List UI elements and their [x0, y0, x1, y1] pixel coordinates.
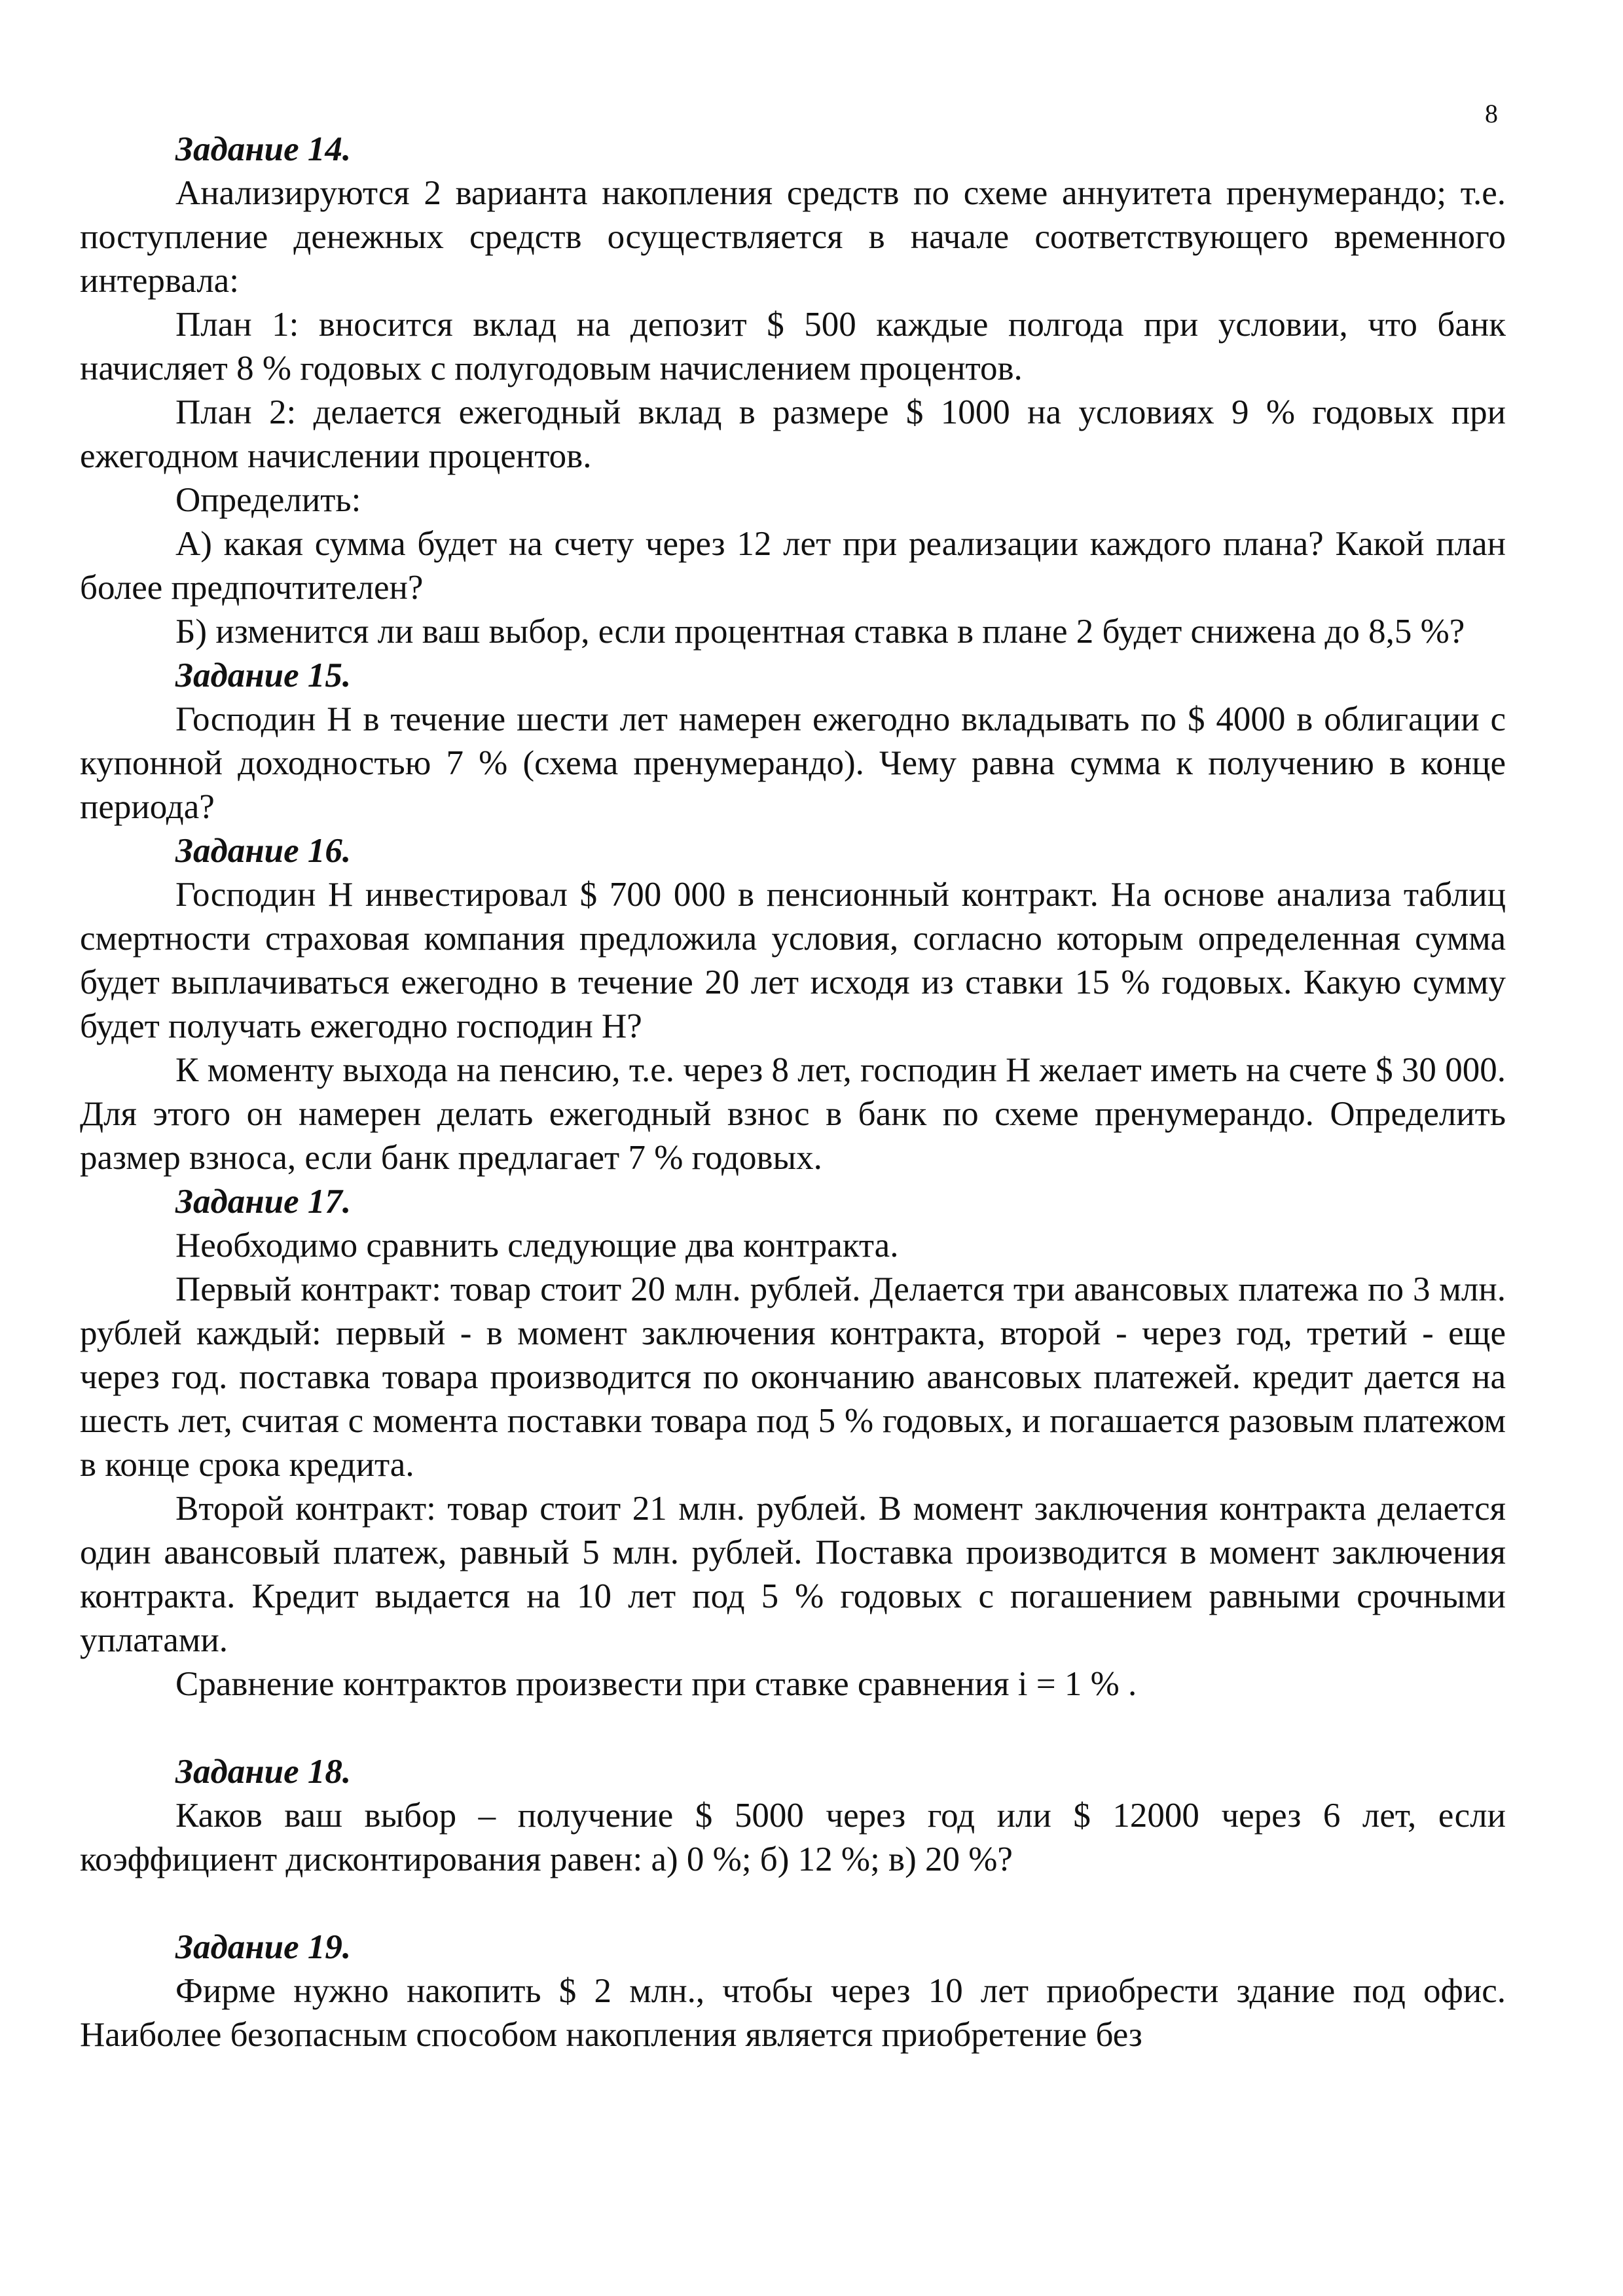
- task-paragraph: Господин Н инвестировал $ 700 000 в пенсионный контракт. На основе анализа таблиц смертности страховая компания предложила условия, согласно которым определенная сумма будет выплачиваться ежегодно в течение 20 лет исходя из ставки 15 % годовых. Какую сумму будет получать ежегодно господин Н?: [80, 876, 1506, 1045]
- task-paragraph: Каков ваш выбор – получение $ 5000 через год или $ 12000 через 6 лет, если коэффициент дисконтирования равен: а) 0 %; б) 12 %; в) 20 %?: [80, 1797, 1506, 1878]
- task-heading: Задание 16.: [175, 832, 352, 870]
- task-paragraph: Необходимо сравнить следующие два контракта.: [175, 1227, 899, 1265]
- task-18: [80, 1750, 1506, 1882]
- task-heading: Задание 17.: [175, 1183, 352, 1221]
- task-paragraph: План 1: вносится вклад на депозит $ 500 каждые полгода при условии, что банк начисляет 8 % годовых с полугодовым начислением процентов.: [80, 306, 1506, 387]
- task-paragraph: Первый контракт: товар стоит 20 млн. рублей. Делается три авансовых платежа по 3 млн. рублей каждый: первый - в момент заключения контракта, второй - через год, третий - еще через год. поставка товара производится по окончанию авансовых платежей. кредит дается на шесть лет, считая с момента поставки товара под 5 % годовых, и погашается разовым платежом в конце срока кредита.: [80, 1270, 1506, 1484]
- task-paragraph: Анализируются 2 варианта накопления средств по схеме аннуитета пренумерандо; т.е. поступление денежных средств осуществляется в начале соответствующего временного интервала:: [80, 174, 1506, 300]
- task-paragraph: Б) изменится ли ваш выбор, если процентная ставка в плане 2 будет снижена до 8,5 %?: [175, 613, 1465, 651]
- task-16: [80, 829, 1506, 1180]
- task-14: [80, 128, 1506, 654]
- task-paragraph: А) какая сумма будет на счету через 12 лет при реализации каждого плана? Какой план более предпочтителен?: [80, 525, 1506, 607]
- task-paragraph: Господин Н в течение шести лет намерен ежегодно вкладывать по $ 4000 в облигации с купонной доходностью 7 % (схема пренумерандо). Чему равна сумма к получению в конце периода?: [80, 700, 1506, 826]
- task-heading: Задание 18.: [175, 1753, 352, 1791]
- spacer: [80, 1882, 1506, 1926]
- task-heading: Задание 15.: [175, 656, 352, 694]
- task-19: [80, 1926, 1506, 2057]
- task-paragraph: Сравнение контрактов произвести при ставке сравнения i = 1 % .: [175, 1665, 1137, 1703]
- task-paragraph: Фирме нужно накопить $ 2 млн., чтобы через 10 лет приобрести здание под офис. Наиболее безопасным способом накопления является приобретение без: [80, 1972, 1506, 2054]
- task-paragraph: Второй контракт: товар стоит 21 млн. рублей. В момент заключения контракта делается один авансовый платеж, равный 5 млн. рублей. Поставка производится в момент заключения контракта. Кредит выдается на 10 лет под 5 % годовых с погашением равными срочными уплатами.: [80, 1490, 1506, 1659]
- task-paragraph: К моменту выхода на пенсию, т.е. через 8 лет, господин Н желает иметь на счете $ 30 000. Для этого он намерен делать ежегодный взнос в банк по схеме пренумерандо. Определить размер взноса, если банк предлагает 7 % годовых.: [80, 1051, 1506, 1177]
- task-15: [80, 654, 1506, 829]
- document-body: [80, 128, 1506, 2057]
- page-number: 8: [1485, 99, 1498, 128]
- task-paragraph: План 2: делается ежегодный вклад в размере $ 1000 на условиях 9 % годовых при ежегодном начислении процентов.: [80, 393, 1506, 475]
- task-heading: Задание 14.: [175, 130, 352, 168]
- task-heading: Задание 19.: [175, 1928, 352, 1966]
- task-17: [80, 1180, 1506, 1706]
- spacer: [80, 1706, 1506, 1750]
- task-paragraph: Определить:: [175, 481, 361, 519]
